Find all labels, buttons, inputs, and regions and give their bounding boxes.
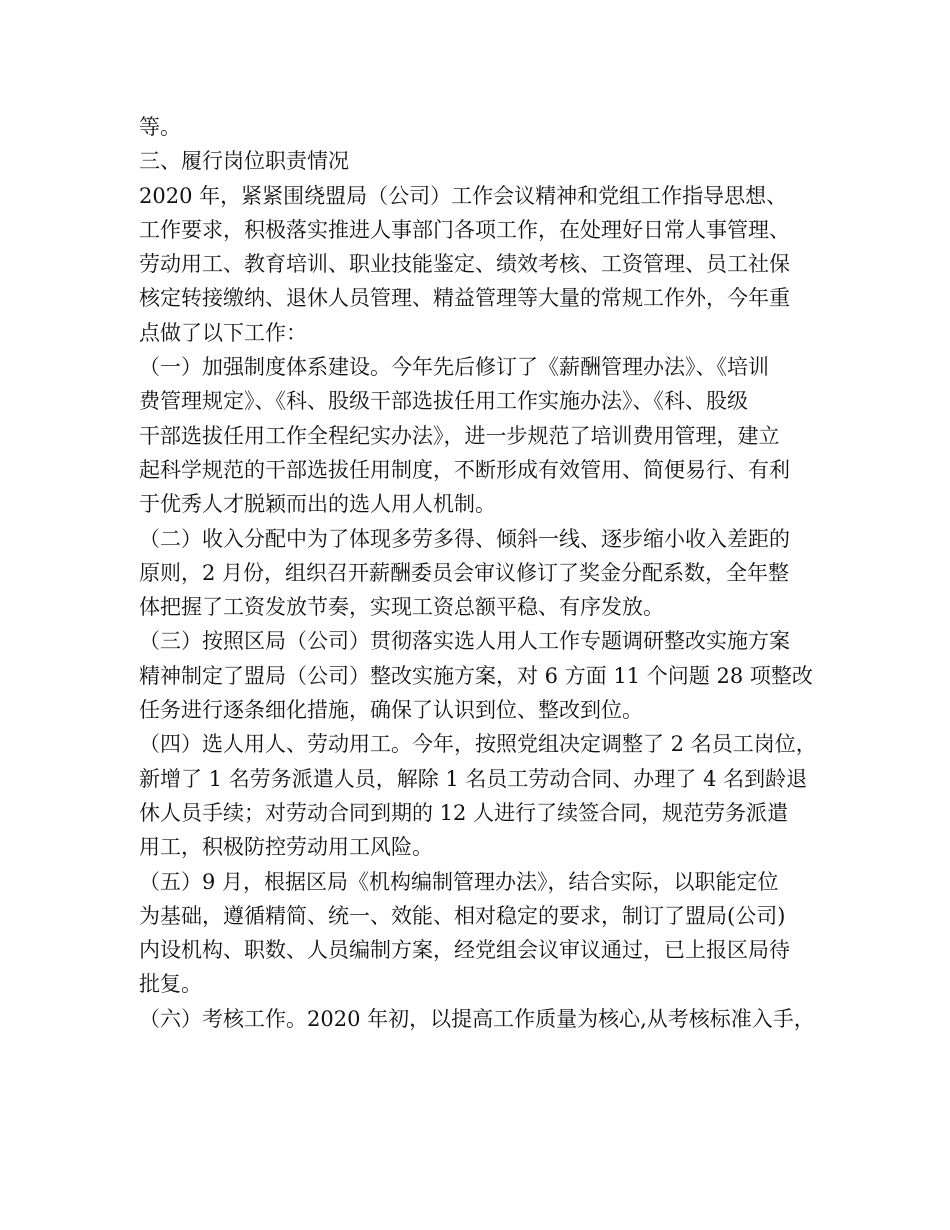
text-line: 内设机构、职数、人员编制方案，经党组会议审议通过，已上报区局待 [139, 938, 790, 963]
text-line: 工作要求，积极落实推进人事部门各项工作，在处理好日常人事管理、 [139, 217, 790, 242]
text-line: 休人员手续；对劳动合同到期的 12 人进行了续签合同，规范劳务派遣 [139, 800, 789, 825]
text-line: 任务进行逐条细化措施，确保了认识到位、整改到位。 [139, 698, 643, 723]
text-line: 干部选拔任用工作全程纪实办法》，进一步规范了培训费用管理，建立 [139, 423, 780, 448]
text-line: 用工，积极防控劳动用工风险。 [139, 835, 433, 860]
text-line: 费管理规定》、《科、股级干部选拔任用工作实施办法》、《科、股级 [139, 389, 748, 414]
text-line: 起科学规范的干部选拔任用制度，不断形成有效管用、简便易行、有利 [139, 457, 790, 482]
text-line: 核定转接缴纳、退休人员管理、精益管理等大量的常规工作外，今年重 [139, 286, 790, 311]
document-body [139, 110, 829, 1036]
text-line: 精神制定了盟局（公司）整改实施方案，对 6 方面 11 个问题 28 项整改 [139, 663, 813, 688]
text-line: 原则，2 月份，组织召开薪酬委员会审议修订了奖金分配系数，全年整 [139, 560, 790, 585]
text-line: 点做了以下工作： [139, 320, 307, 345]
section-heading: 三、履行岗位职责情况 [139, 149, 349, 174]
text-line: （六）考核工作。2020 年初，以提高工作质量为核心,从考核标准入手， [139, 1006, 815, 1031]
text-line: （五）9 月，根据区局《机构编制管理办法》，结合实际，以职能定位 [139, 869, 779, 894]
text-line: 于优秀人才脱颖而出的选人用人机制。 [139, 492, 496, 517]
text-line: （二）收入分配中为了体现多劳多得、倾斜一线、逐步缩小收入差距的 [139, 526, 790, 551]
text-line: 新增了 1 名劳务派遣人员，解除 1 名员工劳动合同、办理了 4 名到龄退 [139, 766, 808, 791]
text-line: （四）选人用人、劳动用工。今年，按照党组决定调整了 2 名员工岗位， [139, 732, 817, 757]
text-line: 劳动用工、教育培训、职业技能鉴定、绩效考核、工资管理、员工社保 [139, 252, 790, 277]
text-line: 体把握了工资发放节奏，实现工资总额平稳、有序发放。 [139, 595, 664, 620]
text-line: 等。 [139, 115, 181, 139]
text-line: 批复。 [139, 972, 202, 997]
text-line: （三）按照区局（公司）贯彻落实选人用人工作专题调研整改实施方案 [139, 629, 790, 654]
text-line: 2020 年，紧紧围绕盟局（公司）工作会议精神和党组工作指导思想、 [139, 183, 788, 208]
text-line: 为基础，遵循精简、统一、效能、相对稳定的要求，制订了盟局(公司) [139, 903, 786, 928]
text-line: （一）加强制度体系建设。今年先后修订了《薪酬管理办法》、《培训 [139, 355, 769, 380]
